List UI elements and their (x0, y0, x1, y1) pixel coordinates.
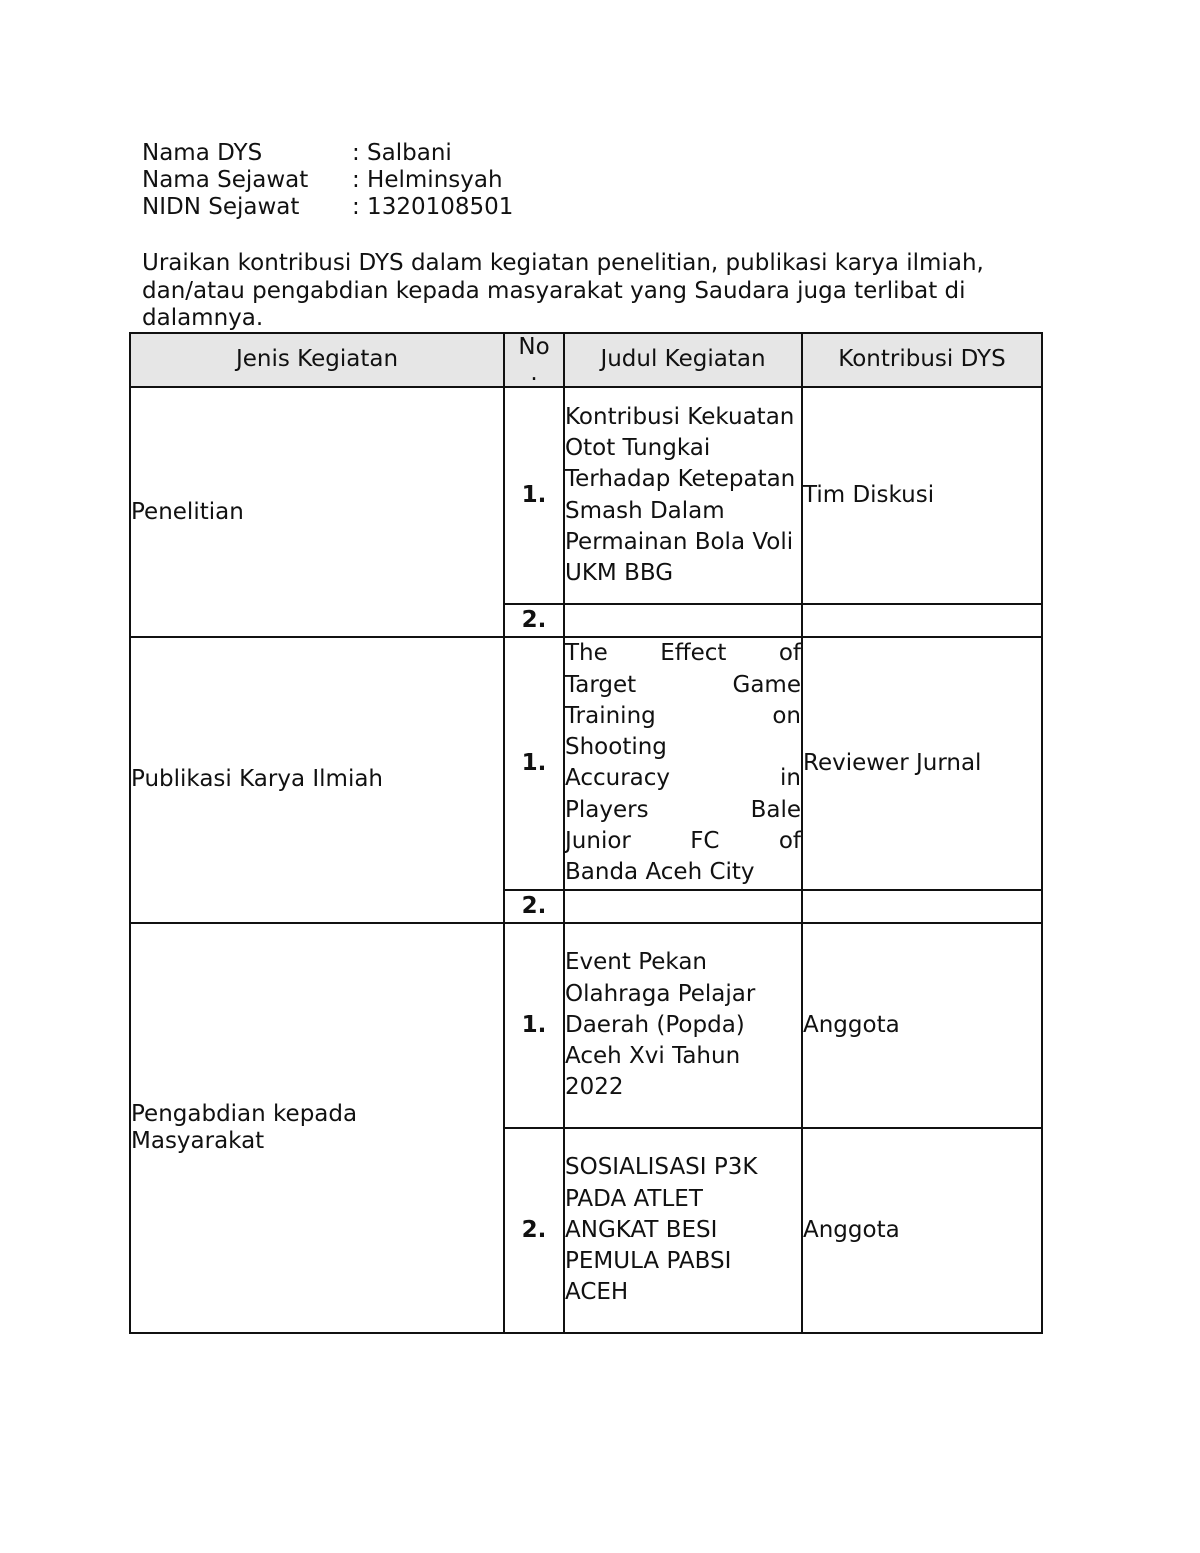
jenis-penelitian: Penelitian (130, 387, 504, 637)
header-jenis: Jenis Kegiatan (130, 333, 504, 387)
info-value: : Salbani (352, 140, 452, 166)
kontribusi-cell: Reviewer Jurnal (802, 637, 1042, 889)
kontribusi-cell (802, 890, 1042, 923)
table-row (130, 387, 1042, 604)
judul-line: Junior FC of (565, 828, 801, 855)
info-row-nama-sejawat (142, 167, 513, 194)
row-number: 1. (504, 923, 564, 1128)
judul-cell (564, 604, 802, 637)
row-number: 2. (504, 890, 564, 923)
judul-cell: Kontribusi Kekuatan Otot Tungkai Terhadap Ketepatan Smash Dalam Permainan Bola Voli UKM BBG (564, 387, 802, 604)
info-label: NIDN Sejawat (142, 194, 300, 220)
identity-block (142, 140, 513, 221)
header-judul: Judul Kegiatan (564, 333, 802, 387)
row-number: 1. (504, 387, 564, 604)
judul-cell: Event Pekan Olahraga Pelajar Daerah (Popda) Aceh Xvi Tahun 2022 (564, 923, 802, 1128)
judul-cell (564, 890, 802, 923)
row-number: 2. (504, 1128, 564, 1333)
kontribusi-cell: Anggota (802, 1128, 1042, 1333)
info-value: : Helminsyah (352, 167, 503, 193)
jenis-publikasi: Publikasi Karya Ilmiah (130, 637, 504, 923)
judul-line: The Effect of (565, 640, 801, 667)
info-row-nama-dys (142, 140, 513, 167)
table-row (130, 923, 1042, 1128)
table-header-row (130, 333, 1042, 387)
judul-line: Accuracy in (565, 765, 801, 792)
judul-line: Banda Aceh City (565, 859, 755, 886)
judul-cell (564, 637, 802, 889)
info-label: Nama DYS (142, 140, 263, 166)
intro-paragraph: Uraikan kontribusi DYS dalam kegiatan penelitian, publikasi karya ilmiah, dan/atau pengabdian kepada masyarakat yang Saudara juga terlibat di dalamnya. (142, 250, 984, 331)
judul-line: Target Game (565, 671, 801, 698)
kontribusi-cell: Anggota (802, 923, 1042, 1128)
judul-line: Training on (565, 702, 801, 729)
contribution-table (129, 332, 1043, 1334)
kontribusi-cell (802, 604, 1042, 637)
kontribusi-cell: Tim Diskusi (802, 387, 1042, 604)
header-no-line2: . (530, 360, 538, 386)
row-number: 1. (504, 637, 564, 889)
header-kontribusi: Kontribusi DYS (802, 333, 1042, 387)
row-number: 2. (504, 604, 564, 637)
judul-cell: SOSIALISASI P3K PADA ATLET ANGKAT BESI PEMULA PABSI ACEH (564, 1128, 802, 1333)
judul-line: Shooting (565, 734, 667, 761)
info-value: : 1320108501 (352, 194, 514, 220)
info-label: Nama Sejawat (142, 167, 309, 193)
header-no (504, 333, 564, 387)
table-row (130, 637, 1042, 889)
judul-line: Players Bale (565, 796, 801, 823)
jenis-pengabdian: Pengabdian kepada Masyarakat (130, 923, 504, 1333)
header-no-line1: No (518, 334, 550, 360)
info-row-nidn-sejawat (142, 194, 513, 221)
